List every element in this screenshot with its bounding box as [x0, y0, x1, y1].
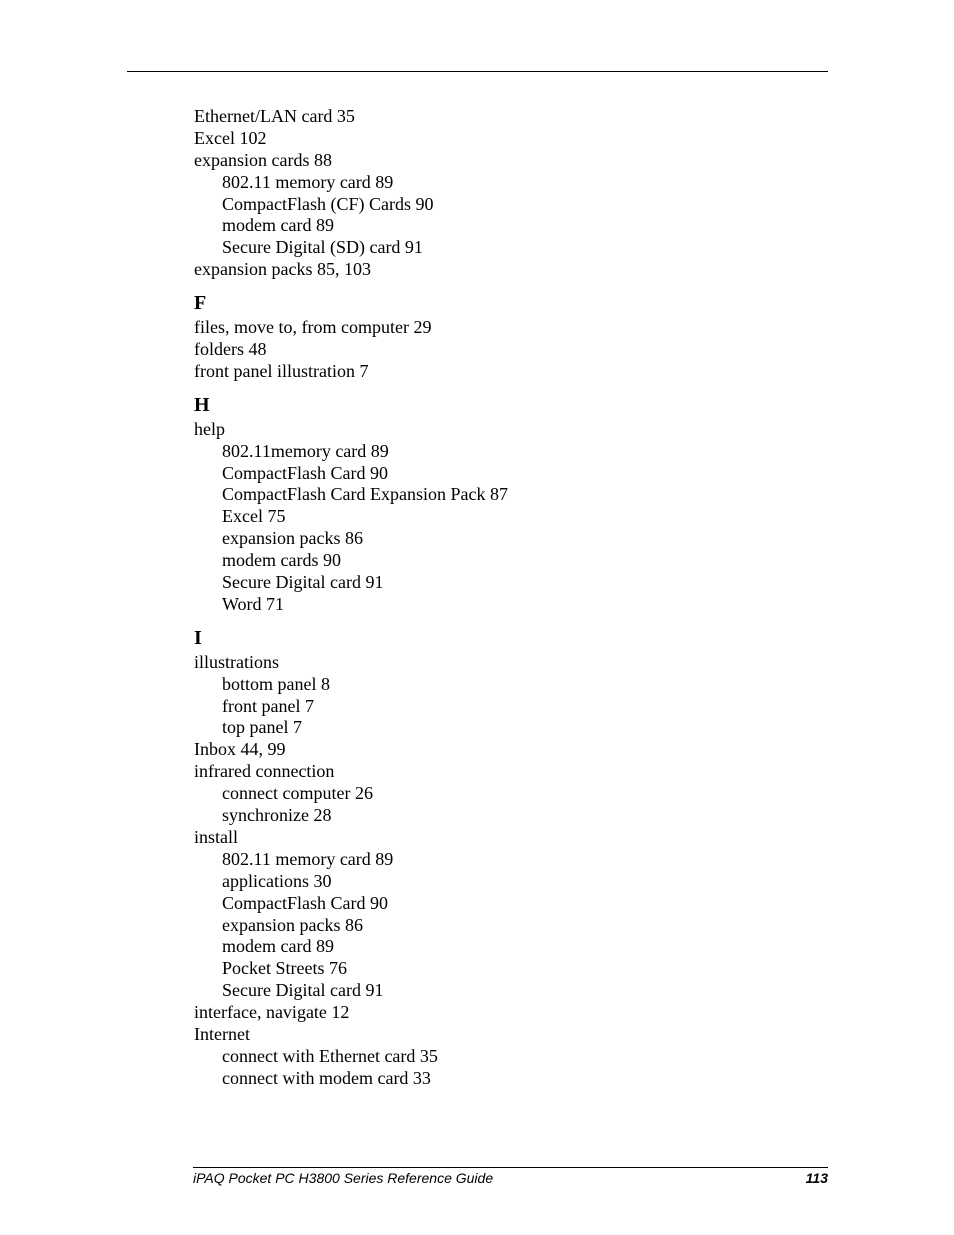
index-list [194, 106, 794, 1090]
footer-title: iPAQ Pocket PC H3800 Series Reference Guide [193, 1170, 494, 1186]
index-entry: illustrations [194, 651, 279, 672]
index-subentry: Secure Digital card 91 [222, 572, 384, 593]
index-entry: front panel illustration 7 [194, 360, 369, 381]
index-subentry: Secure Digital (SD) card 91 [222, 237, 423, 258]
index-subentry: expansion packs 86 [222, 528, 363, 549]
index-entry: interface, navigate 12 [194, 1002, 350, 1023]
index-subentry: CompactFlash Card 90 [222, 462, 388, 483]
index-letter-heading: I [194, 626, 202, 649]
index-letter-heading: H [194, 393, 210, 416]
index-subentry: Excel 75 [222, 506, 286, 527]
index-subentry: modem card 89 [222, 215, 334, 236]
footer-rule [193, 1167, 828, 1168]
index-subentry: Secure Digital card 91 [222, 980, 384, 1001]
index-subentry: front panel 7 [222, 695, 314, 716]
index-entry: Ethernet/LAN card 35 [194, 106, 355, 126]
header-rule [127, 71, 828, 72]
index-subentry: Pocket Streets 76 [222, 958, 347, 979]
index-subentry: connect computer 26 [222, 783, 373, 804]
index-entry: folders 48 [194, 339, 267, 360]
index-entry: expansion cards 88 [194, 149, 332, 170]
index-entry: Excel 102 [194, 127, 267, 148]
index-entry: expansion packs 85, 103 [194, 259, 371, 280]
index-entry: help [194, 418, 225, 439]
index-subentry: synchronize 28 [222, 805, 332, 826]
index-entry: install [194, 826, 238, 847]
index-entry: infrared connection [194, 761, 335, 782]
index-subentry: top panel 7 [222, 717, 302, 738]
index-entry: Inbox 44, 99 [194, 739, 286, 760]
page-number: 113 [805, 1170, 828, 1186]
index-subentry: CompactFlash Card 90 [222, 892, 388, 913]
index-subentry: 802.11memory card 89 [222, 440, 389, 461]
index-entry: files, move to, from computer 29 [194, 317, 432, 338]
index-subentry: applications 30 [222, 870, 332, 891]
index-subentry: connect with Ethernet card 35 [222, 1045, 438, 1066]
index-subentry: 802.11 memory card 89 [222, 848, 394, 869]
index-subentry: CompactFlash Card Expansion Pack 87 [222, 484, 508, 505]
index-entry: Internet [194, 1023, 250, 1044]
index-subentry: modem cards 90 [222, 550, 341, 571]
index-subentry: expansion packs 86 [222, 914, 363, 935]
index-letter-heading: F [194, 292, 207, 315]
index-subentry: CompactFlash (CF) Cards 90 [222, 193, 434, 214]
index-subentry: Word 71 [222, 593, 285, 614]
index-subentry: modem card 89 [222, 936, 334, 957]
index-subentry: 802.11 memory card 89 [222, 171, 394, 192]
index-subentry: bottom panel 8 [222, 673, 330, 694]
index-subentry: connect with modem card 33 [222, 1067, 431, 1088]
